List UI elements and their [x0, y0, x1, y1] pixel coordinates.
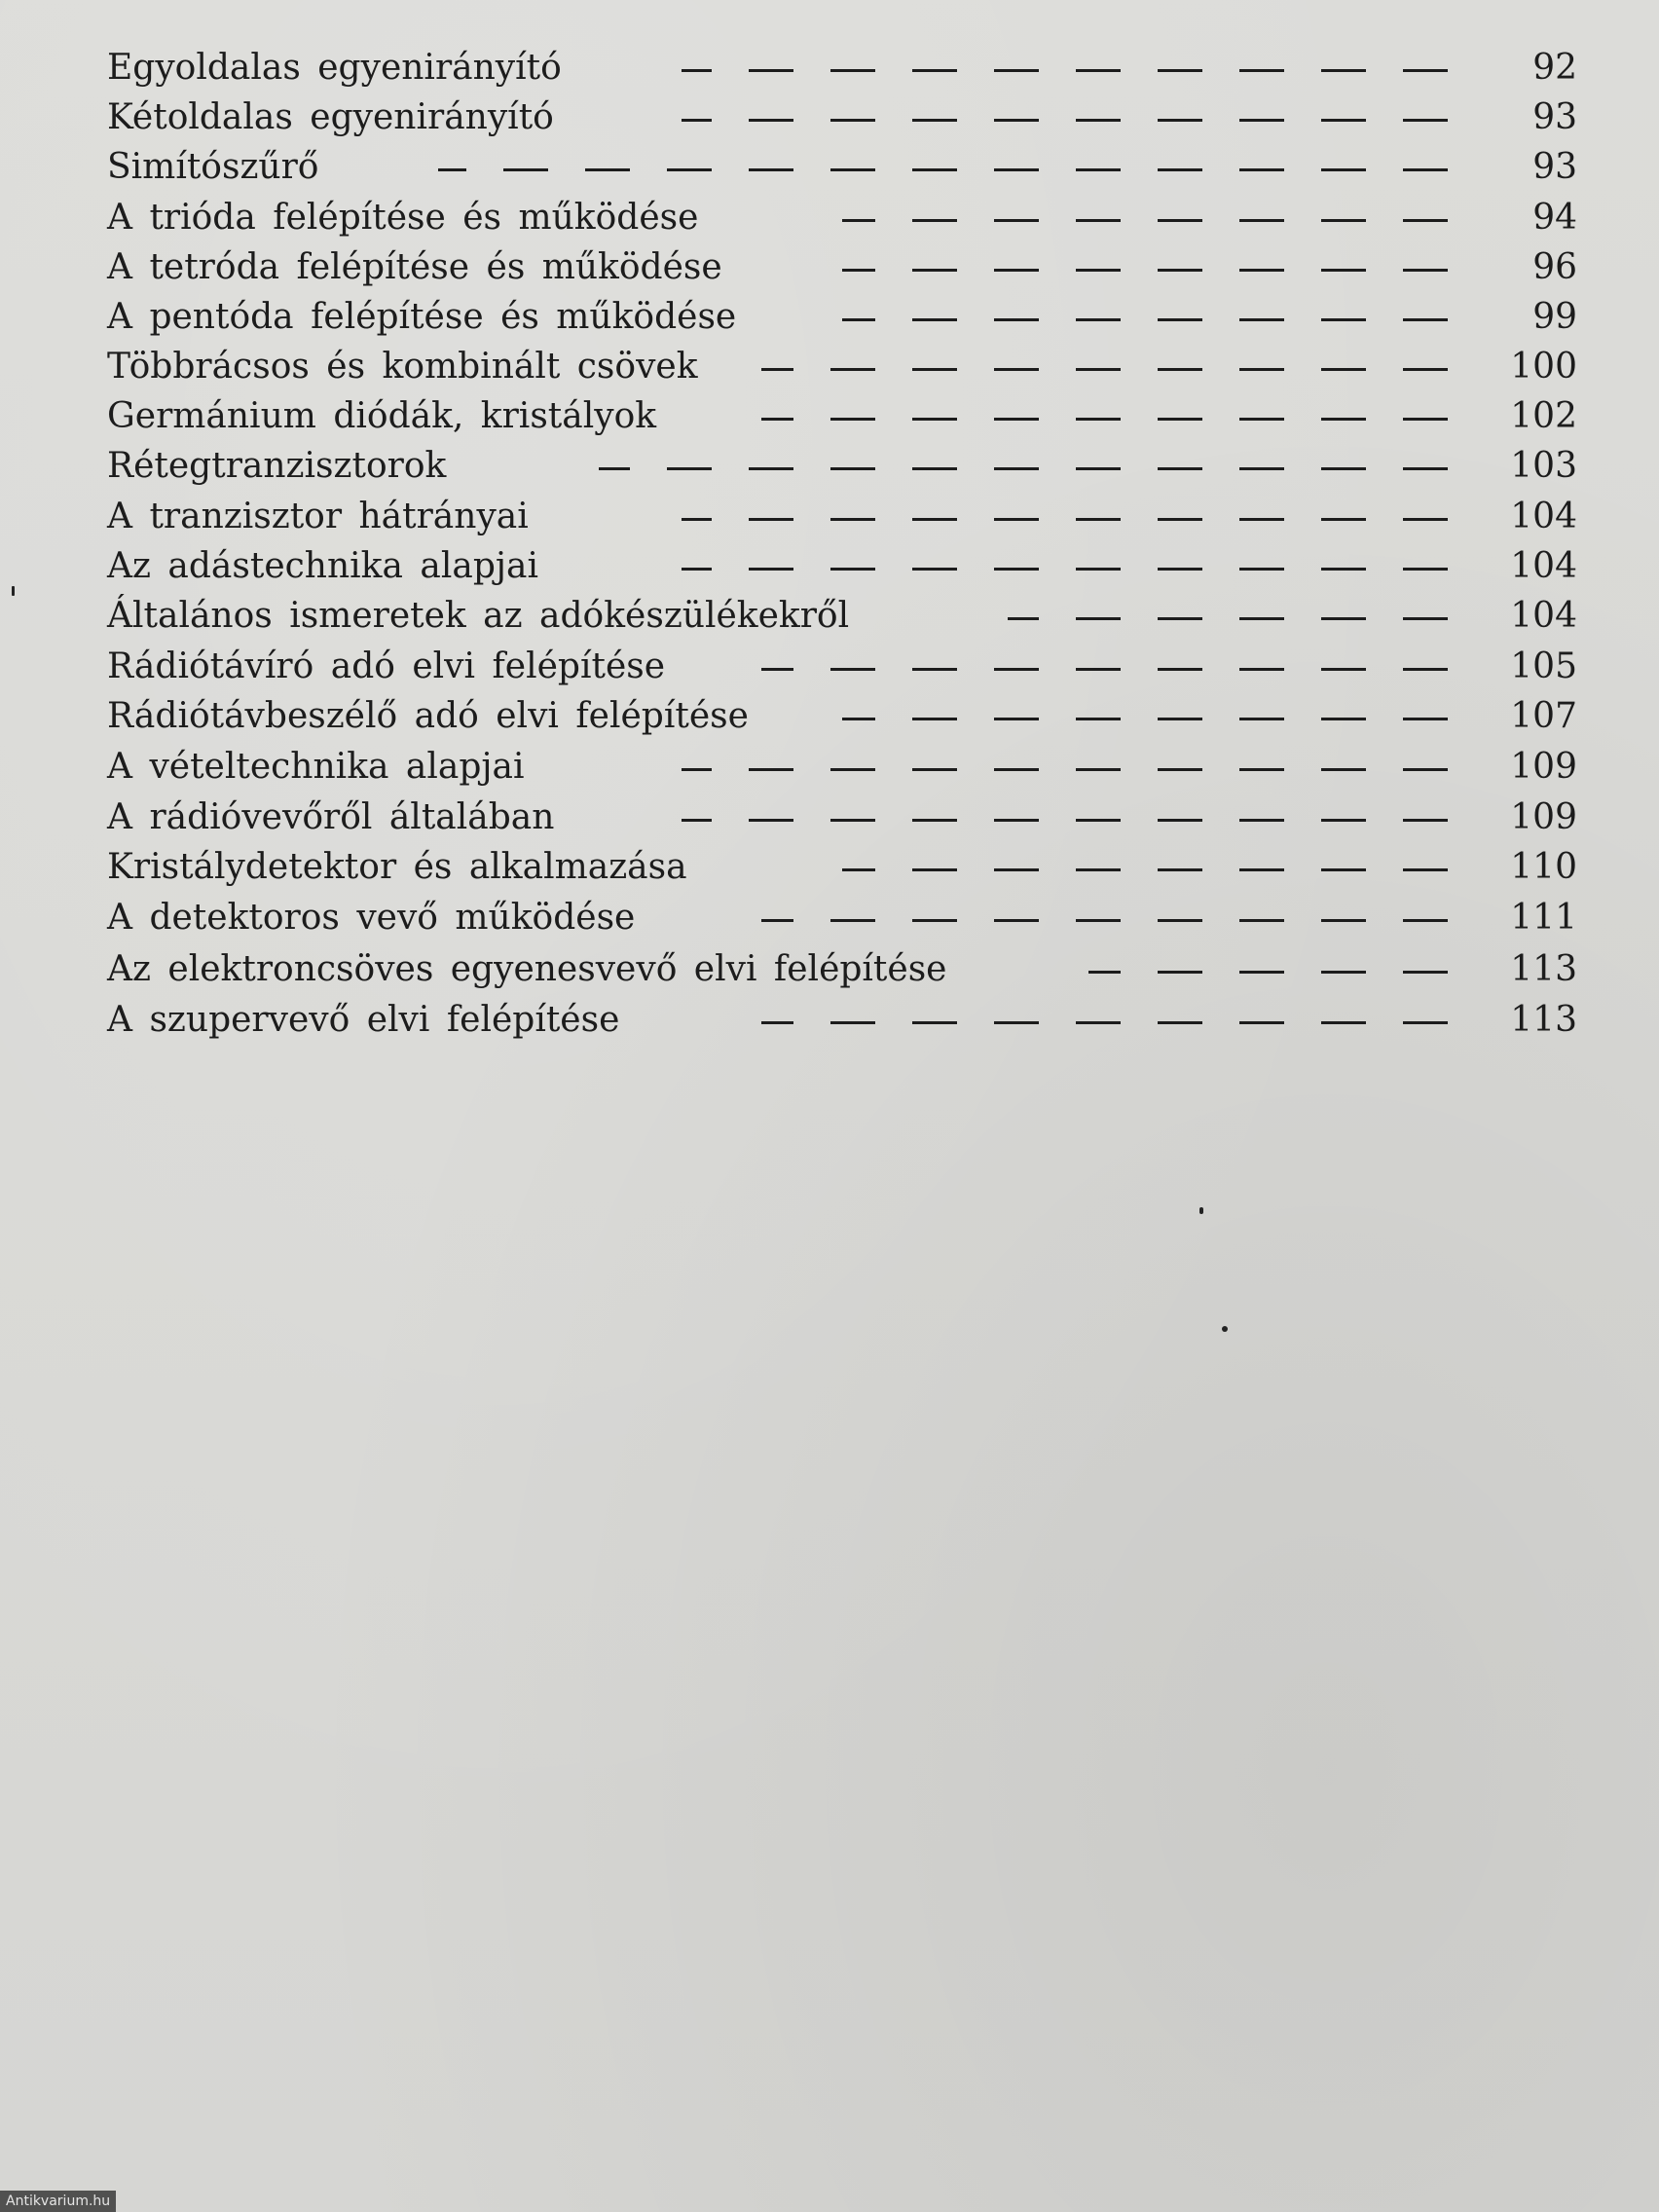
toc-entry-page: 94 [1532, 198, 1577, 238]
paper-speck [12, 586, 15, 596]
toc-entry-page: 105 [1510, 646, 1577, 686]
toc-entry-title: A vételtechnika alapjai [107, 747, 525, 787]
toc-entry-page: 109 [1510, 747, 1577, 787]
toc-entry-page: 92 [1532, 48, 1577, 88]
toc-entry [107, 391, 1577, 442]
toc-entry [107, 193, 1577, 243]
toc-entry-title: Általános ismeretek az adókészülékekről [107, 596, 850, 636]
toc-dot-leader [599, 467, 1485, 470]
toc-entry [107, 691, 1577, 742]
toc-entry [107, 793, 1577, 843]
toc-entry-title: Az adástechnika alapjai [107, 546, 539, 586]
toc-entry-page: 103 [1510, 446, 1577, 486]
toc-dot-leader [842, 269, 1485, 272]
toc-dot-leader [682, 518, 1485, 521]
toc-entry [107, 642, 1577, 692]
toc-entry [107, 142, 1577, 193]
toc-dot-leader [682, 819, 1485, 822]
toc-entry-page: 111 [1510, 898, 1577, 938]
toc-dot-leader [1008, 617, 1485, 620]
toc-dot-leader [761, 919, 1485, 922]
toc-entry-title: Rádiótávbeszélő adó elvi felépítése [107, 696, 749, 736]
toc-dot-leader [842, 868, 1485, 871]
toc-entry-page: 113 [1510, 949, 1577, 989]
toc-entry-title: Rétegtranzisztorok [107, 446, 447, 486]
toc-entry [107, 944, 1577, 995]
toc-entry-title: A trióda felépítése és működése [107, 198, 699, 238]
toc-entry [107, 242, 1577, 293]
toc-entry-page: 104 [1510, 546, 1577, 586]
toc-dot-leader [761, 368, 1485, 371]
toc-dot-leader [1088, 971, 1485, 974]
toc-dot-leader [682, 119, 1485, 122]
toc-entry-title: A pentóda felépítése és működése [107, 297, 737, 337]
toc-entry [107, 995, 1577, 1046]
toc-entry-title: A tranzisztor hátrányai [107, 497, 529, 536]
paper-speck [1199, 1207, 1203, 1214]
toc-entry-title: Germánium diódák, kristályok [107, 396, 657, 436]
toc-entry-page: 113 [1510, 1000, 1577, 1040]
toc-dot-leader [842, 219, 1485, 222]
toc-entry-title: A detektoros vevő működése [107, 898, 636, 938]
toc-dot-leader [682, 768, 1485, 771]
toc-entry [107, 742, 1577, 793]
toc-dot-leader [682, 568, 1485, 571]
toc-entry-title: A szupervevő elvi felépítése [107, 1000, 620, 1040]
bleed-through-text [0, 0, 409, 29]
toc-dot-leader [761, 1021, 1485, 1024]
toc-entry-title: A tetróda felépítése és működése [107, 247, 722, 287]
toc-entry-title: A rádióvevőről általában [107, 797, 555, 837]
toc-entry-page: 99 [1532, 297, 1577, 337]
toc-entry [107, 92, 1577, 143]
toc-entry-title: Kétoldalas egyenirányító [107, 97, 554, 137]
toc-entry-page: 104 [1510, 596, 1577, 636]
toc-dot-leader [682, 69, 1485, 72]
watermark: Antikvarium.hu [0, 2191, 116, 2212]
toc-dot-leader [438, 168, 1485, 171]
toc-entry [107, 893, 1577, 943]
toc-entry-title: Egyoldalas egyenirányító [107, 48, 562, 88]
toc-entry-page: 109 [1510, 797, 1577, 837]
toc-entry-page: 102 [1510, 396, 1577, 436]
toc-dot-leader [761, 668, 1485, 671]
toc-entry-page: 104 [1510, 497, 1577, 536]
toc-dot-leader [761, 418, 1485, 421]
toc-entry-page: 110 [1510, 847, 1577, 887]
toc-entry [107, 292, 1577, 343]
toc-entry [107, 43, 1577, 93]
toc-entry-title: Többrácsos és kombinált csövek [107, 347, 698, 387]
toc-entry-page: 93 [1532, 147, 1577, 187]
toc-entry-page: 93 [1532, 97, 1577, 137]
toc-entry-title: Kristálydetektor és alkalmazása [107, 847, 687, 887]
paper-speck [1222, 1326, 1228, 1332]
toc-entry-title: Az elektroncsöves egyenesvevő elvi felépítése [107, 949, 947, 989]
toc-entry-page: 100 [1510, 347, 1577, 387]
toc-entry [107, 492, 1577, 542]
toc-entry [107, 441, 1577, 492]
toc-dot-leader [842, 318, 1485, 321]
toc-dot-leader [842, 718, 1485, 720]
toc-entry [107, 591, 1577, 642]
toc-entry [107, 842, 1577, 893]
toc-entry-title: Rádiótávíró adó elvi felépítése [107, 646, 666, 686]
toc-entry [107, 342, 1577, 392]
toc-entry-page: 107 [1510, 696, 1577, 736]
toc-entry-page: 96 [1532, 247, 1577, 287]
toc-entry [107, 541, 1577, 592]
toc-entry-title: Simítószűrő [107, 147, 319, 187]
